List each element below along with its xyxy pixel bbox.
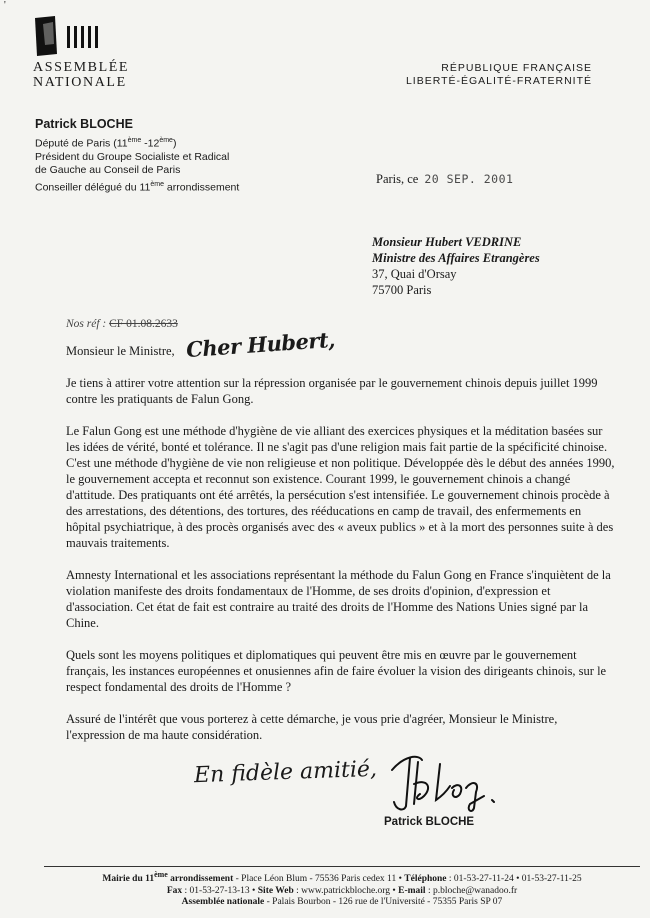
- handwritten-greeting: Cher Hubert,: [185, 326, 336, 363]
- assembly-emblem-icon: [33, 14, 107, 58]
- footer-divider: [44, 866, 640, 867]
- handwritten-closing: En fidèle amitié,: [193, 756, 378, 789]
- paragraph-2: Le Falun Gong est une méthode d'hygiène de vie alliant des exercices physiques et la méditation basées sur les idées de vérité, bonté et tolérance. Il ne s'agit pas d'une religion mais fait partie de la spécificité chinoise. C'est une méthode d'hygiène de vie non religieuse et non politique. Développée dès le début des années 1990, le gouvernement accepta et reconnut son existence. Courant 1999, le gouvernement chinois a changé d'attitude. Des pratiquants ont été arrêtés, la persécution s'est intensifiée. Le gouvernement chinois procède à des arrestations, des détentions, des tortures, des rééducations en camp de travail, des enfermements en hôpital psychiatrique, à des procès organisés avec des « aveux publics » et à la mort des personnes suite à des mauvais traitements.: [66, 424, 615, 550]
- sender-name: Patrick BLOCHE: [35, 117, 133, 131]
- footer: [44, 869, 640, 909]
- sender-line3: de Gauche au Conseil de Paris: [35, 164, 181, 176]
- assembly-name: [33, 60, 129, 90]
- recipient-title: Ministre des Affaires Etrangères: [372, 251, 540, 265]
- signature-icon: [384, 748, 514, 818]
- reference-label: Nos réf :: [66, 318, 107, 330]
- sender-line1: Député de Paris (11ème -12ème): [35, 136, 177, 149]
- paragraph-5: Assuré de l'intérêt que vous porterez à cette démarche, je vous prie d'agréer, Monsieur le Ministre, l'expression de ma haute considération.: [66, 712, 558, 742]
- letter-body: [66, 375, 618, 759]
- republic-line2: LIBERTÉ-ÉGALITÉ-FRATERNITÉ: [405, 75, 592, 87]
- footer-line2: Fax : 01-53-27-13-13 • Site Web : www.patrickbloche.org • E-mail : p.bloche@wanadoo.fr: [166, 885, 518, 896]
- date-stamp: 20 SEP. 2001: [424, 172, 514, 186]
- republic-motto: [406, 62, 592, 88]
- assembly-name-line1: ASSEMBLÉE: [33, 60, 130, 75]
- sender-block: [35, 118, 239, 195]
- recipient-street: 37, Quai d'Orsay: [372, 267, 457, 281]
- salutation: Monsieur le Ministre,: [66, 344, 175, 358]
- recipient-name: Monsieur Hubert VEDRINE: [372, 235, 522, 249]
- corner-mark: ': [4, 0, 6, 11]
- recipient-city: 75700 Paris: [372, 283, 432, 297]
- recipient-block: [372, 234, 540, 298]
- reference-number: CF 01.08.2633: [109, 318, 178, 330]
- paragraph-1: Je tiens à attirer votre attention sur la répression organisée par le gouvernement chinois depuis juillet 1999 contre les pratiquants de Falun Gong.: [66, 376, 598, 406]
- footer-line1: Mairie du 11ème arrondissement - Place Léon Blum - 75536 Paris cedex 11 • Téléphone : 01-53-27-11-24 • 01-53-27-11-25: [102, 870, 582, 885]
- place-label: Paris, ce: [376, 172, 419, 186]
- assembly-name-line2: NATIONALE: [33, 75, 127, 90]
- republic-line1: RÉPUBLIQUE FRANÇAISE: [441, 62, 592, 74]
- signer-name: Patrick BLOCHE: [384, 816, 475, 828]
- paragraph-3: Amnesty International et les associations représentant la méthode du Falun Gong en France s'inquiètent de la violation manifeste des droits fondamentaux de l'Homme, de ses droits d'opinion, d'expression et d'association. Cet état de fait est contraire au traité des droits de l'Homme des Nations Unies signé par la Chine.: [66, 568, 611, 630]
- footer-line3: Assemblée nationale - Palais Bourbon - 126 rue de l'Université - 75355 Paris SP 07: [181, 897, 503, 908]
- sender-line4: Conseiller délégué du 11ème arrondissement: [35, 180, 240, 193]
- place-date: [376, 172, 513, 187]
- paragraph-4: Quels sont les moyens politiques et diplomatiques qui peuvent être mis en œuvre par le gouvernement français, les instances européennes et onusiennes afin de faire évoluer la vision des dirigeants chinois, sur le respect fondamental des droits de l'Homme ?: [66, 648, 607, 694]
- sender-line2: Président du Groupe Socialiste et Radical: [35, 150, 230, 163]
- reference: [66, 318, 178, 330]
